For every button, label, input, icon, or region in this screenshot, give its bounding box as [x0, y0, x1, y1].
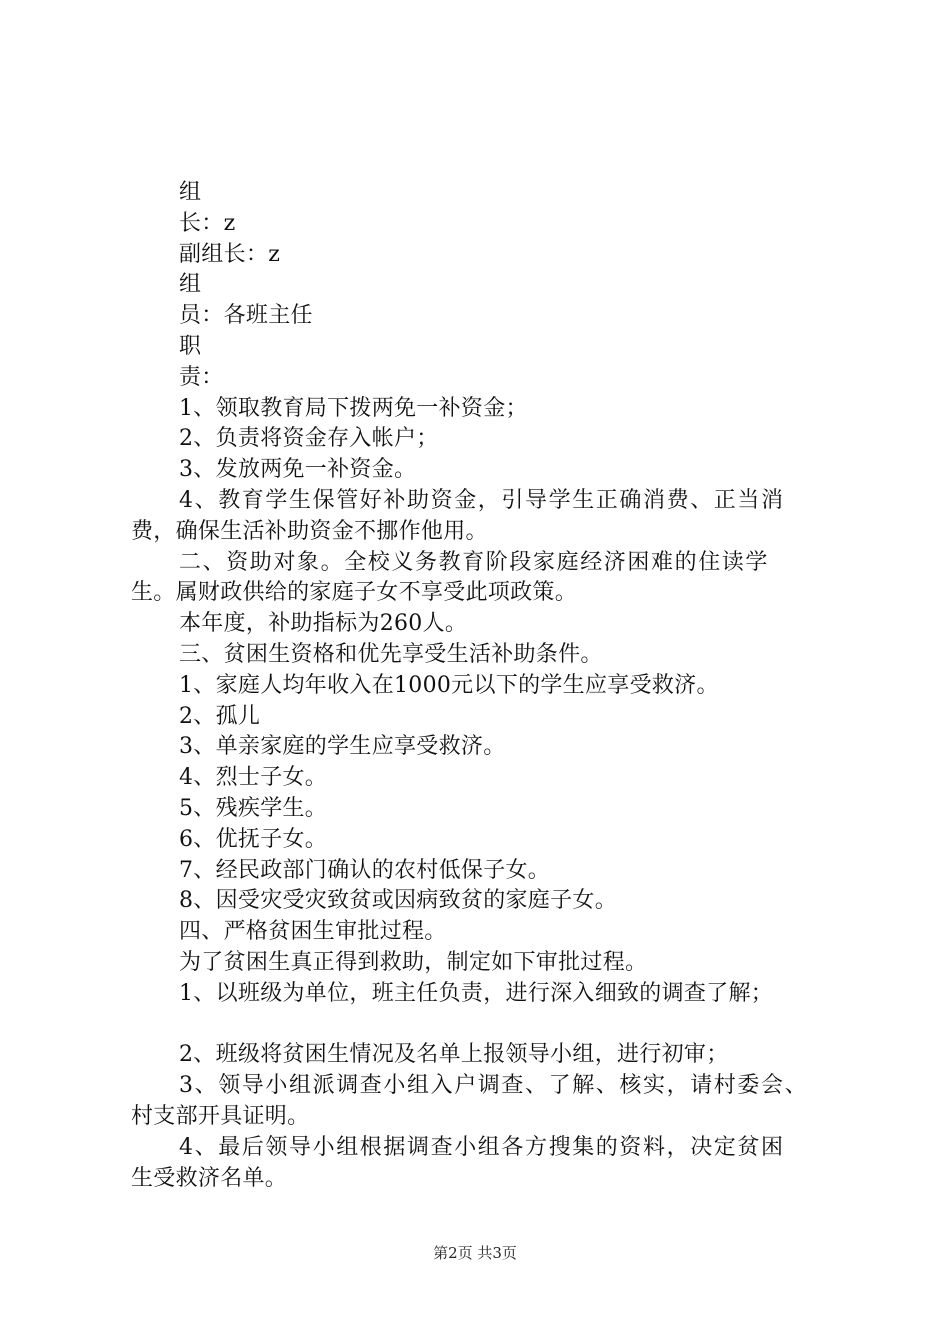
text-line: 3、领导小组派调查小组入户调查、了解、核实，请村委会、	[179, 1073, 809, 1099]
text-line: 职	[179, 333, 202, 359]
text-line: 8、因受灾受灾致贫或因病致贫的家庭子女。	[179, 888, 617, 914]
text-line: 费，确保生活补助资金不挪作他用。	[131, 518, 488, 544]
text-line: 本年度，补助指标为260人。	[179, 611, 468, 637]
text-line: 2、班级将贫困生情况及名单上报领导小组，进行初审；	[179, 1042, 729, 1068]
text-line: 1、领取教育局下拨两免一补资金；	[179, 395, 528, 421]
page-footer	[0, 1243, 950, 1263]
text-line: 1、家庭人均年收入在1000元以下的学生应享受救济。	[179, 672, 719, 698]
text-line: 长：z	[179, 210, 236, 236]
text-line: 2、孤儿	[179, 703, 261, 729]
text-line: 生受救济名单。	[131, 1165, 288, 1191]
text-line: 4、教育学生保管好补助资金，引导学生正确消费、正当消	[179, 487, 785, 513]
text-line: 组	[179, 180, 202, 205]
text-line: 3、单亲家庭的学生应享受救济。	[179, 734, 506, 760]
text-line: 副组长：z	[179, 241, 281, 267]
page-number-indicator: 第2页 共3页	[433, 1244, 517, 1262]
text-line: 二、资助对象。全校义务教育阶段家庭经济困难的住读学	[179, 549, 770, 575]
text-line: 生。属财政供给的家庭子女不享受此项政策。	[131, 580, 578, 606]
text-line: 1、以班级为单位，班主任负责，进行深入细致的调查了解；	[179, 980, 774, 1006]
text-line: 3、发放两免一补资金。	[179, 457, 417, 483]
text-line: 三、贫困生资格和优先享受生活补助条件。	[179, 641, 603, 667]
text-line: 4、烈士子女。	[179, 765, 328, 791]
text-line: 村支部开具证明。	[131, 1103, 310, 1129]
text-line: 2、负责将资金存入帐户；	[179, 426, 439, 452]
text-line: 组	[179, 272, 202, 298]
text-line: 四、严格贫困生审批过程。	[179, 919, 447, 945]
text-line: 责：	[179, 364, 224, 390]
text-line: 5、残疾学生。	[179, 795, 328, 821]
text-line: 为了贫困生真正得到救助，制定如下审批过程。	[179, 949, 648, 975]
text-line: 4、最后领导小组根据调查小组各方搜集的资料，决定贫困	[179, 1134, 785, 1160]
text-line: 员：各班主任	[179, 303, 313, 329]
document-body	[131, 178, 831, 1194]
text-line: 7、经民政部门确认的农村低保子女。	[179, 857, 551, 883]
text-line: 6、优抚子女。	[179, 826, 328, 852]
blank-line	[131, 1010, 831, 1041]
